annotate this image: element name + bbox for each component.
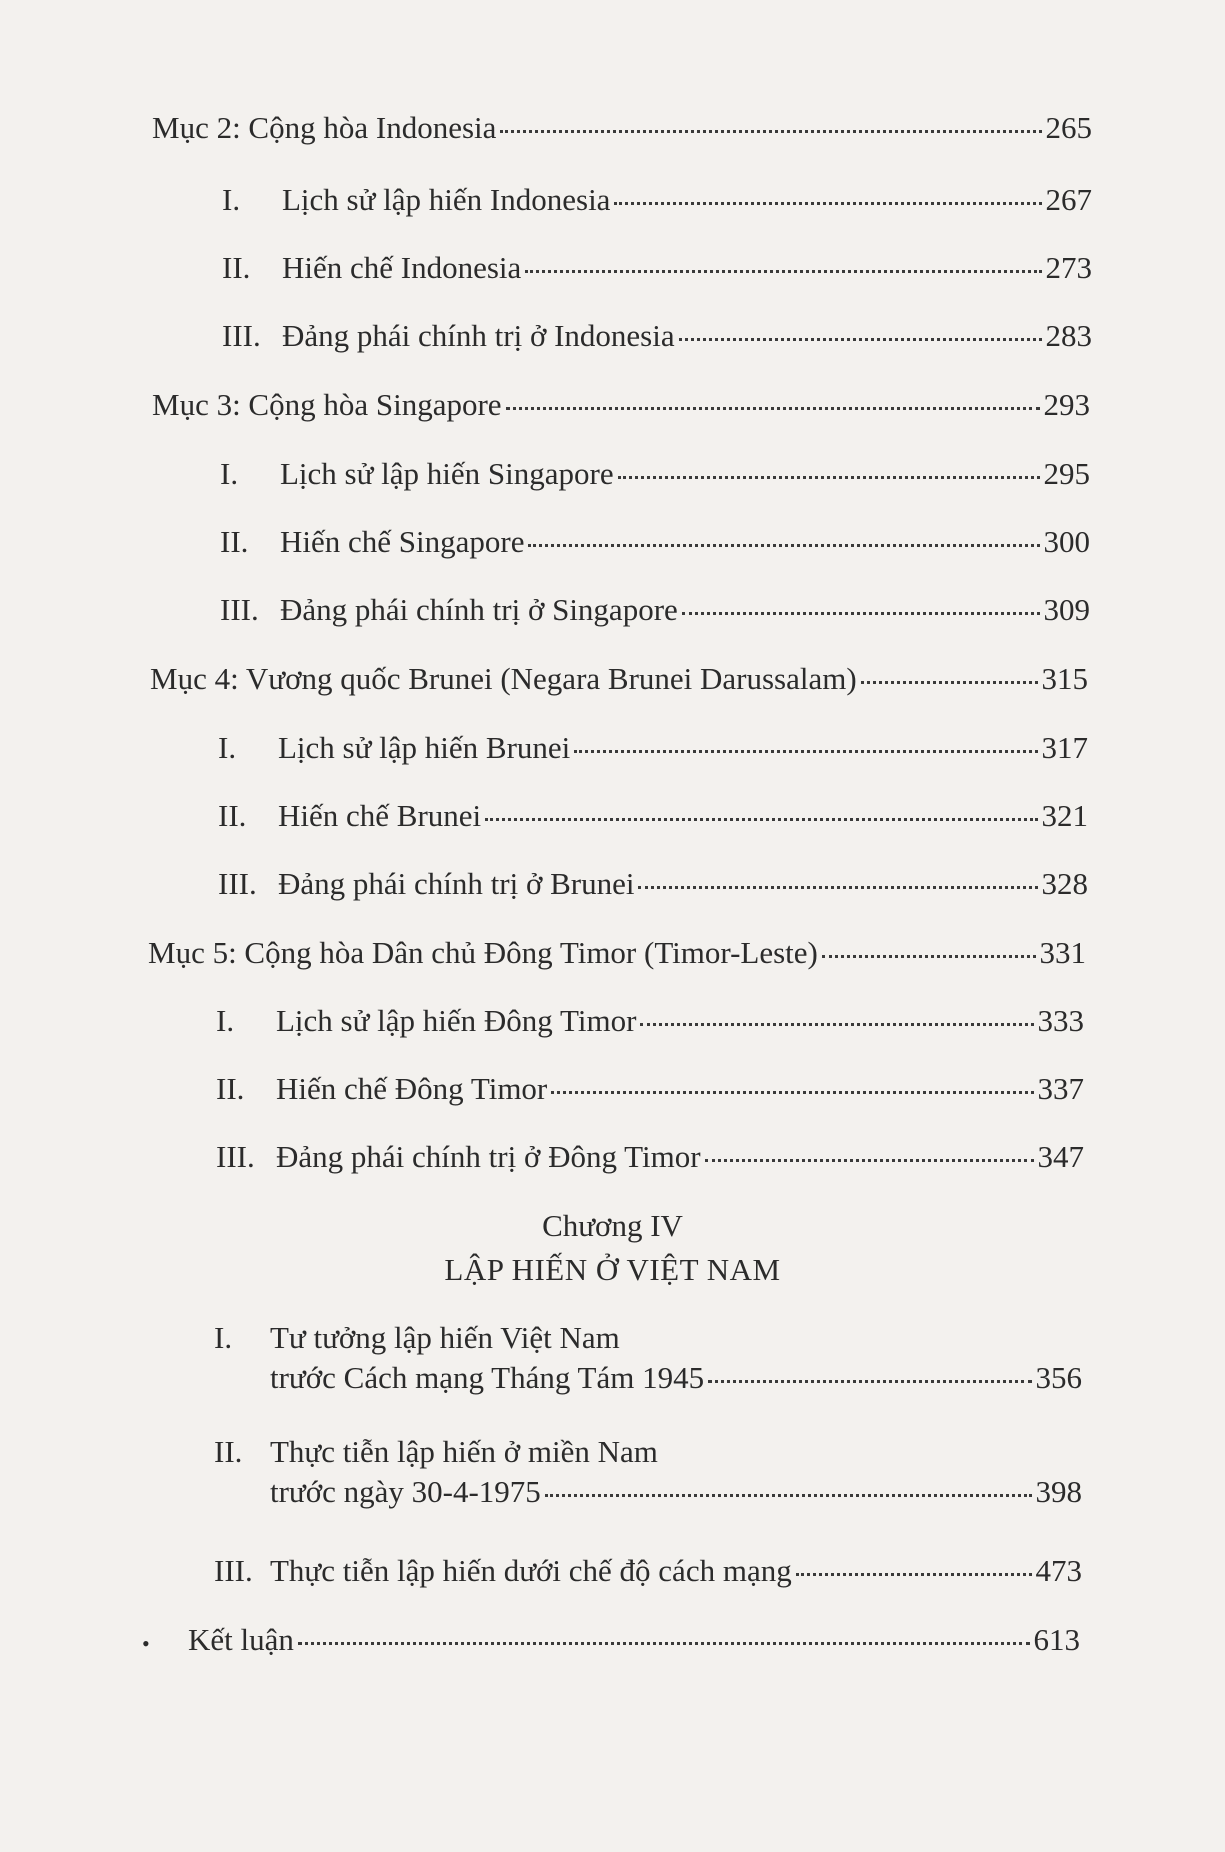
toc-page-number: 398 <box>1035 1474 1082 1509</box>
toc-label: Lịch sử lập hiến Brunei <box>278 730 571 765</box>
toc-entry <box>222 180 1092 220</box>
toc-label: Hiến chế Đông Timor <box>276 1071 548 1106</box>
dot-leader <box>640 1023 1033 1026</box>
toc-section-heading <box>150 659 1088 699</box>
dot-leader <box>614 202 1041 205</box>
toc-entry <box>216 1069 1084 1109</box>
toc-page-number: 328 <box>1041 866 1088 901</box>
toc-label: Đảng phái chính trị ở Brunei <box>278 866 635 901</box>
toc-entry <box>218 864 1088 904</box>
toc-page-number: 295 <box>1043 456 1090 491</box>
bullet-icon: • <box>142 1631 150 1656</box>
toc-entry <box>222 248 1092 288</box>
dot-leader <box>500 130 1041 133</box>
toc-page-number: 347 <box>1037 1139 1084 1174</box>
toc-entry <box>214 1318 1082 1398</box>
dot-leader <box>528 544 1039 547</box>
toc-entry <box>218 796 1088 836</box>
roman-numeral: II. <box>222 250 251 285</box>
dot-leader <box>618 476 1040 479</box>
chapter-title: LẬP HIẾN Ở VIỆT NAM <box>444 1252 781 1287</box>
toc-page-number: 300 <box>1043 524 1090 559</box>
toc-page-number: 331 <box>1039 935 1086 970</box>
toc-page-number: 265 <box>1045 110 1092 145</box>
toc-label: Tư tưởng lập hiến Việt Nam <box>270 1320 620 1355</box>
toc-label: Mục 3: Cộng hòa Singapore <box>152 387 502 422</box>
roman-numeral: III. <box>220 592 259 627</box>
toc-label: Đảng phái chính trị ở Đông Timor <box>276 1139 701 1174</box>
roman-numeral: I. <box>222 182 241 217</box>
toc-page-number: 321 <box>1041 798 1088 833</box>
roman-numeral: II. <box>218 798 247 833</box>
toc-conclusion <box>188 1620 1080 1660</box>
toc-label: Đảng phái chính trị ở Indonesia <box>282 318 675 353</box>
toc-label: Kết luận <box>188 1622 294 1657</box>
roman-numeral: I. <box>218 730 237 765</box>
roman-numeral: II. <box>214 1434 243 1469</box>
chapter-number: Chương IV <box>542 1208 683 1243</box>
dot-leader <box>861 681 1038 684</box>
toc-page-number: 473 <box>1035 1553 1082 1588</box>
toc-label: Thực tiễn lập hiến ở miền Nam <box>270 1434 658 1469</box>
dot-leader <box>796 1573 1032 1576</box>
dot-leader <box>822 955 1036 958</box>
toc-page-number: 315 <box>1041 661 1088 696</box>
toc-label: Lịch sử lập hiến Indonesia <box>282 182 611 217</box>
toc-entry <box>218 728 1088 768</box>
toc-page-number: 273 <box>1045 250 1092 285</box>
roman-numeral: III. <box>214 1553 253 1588</box>
toc-entry <box>214 1551 1082 1591</box>
dot-leader <box>708 1380 1031 1383</box>
roman-numeral: III. <box>216 1139 255 1174</box>
toc-page-number: 613 <box>1033 1622 1080 1657</box>
toc-page-number: 309 <box>1043 592 1090 627</box>
toc-label-continued: trước Cách mạng Tháng Tám 1945 <box>270 1360 705 1395</box>
toc-label: Mục 4: Vương quốc Brunei (Negara Brunei Darussalam) <box>150 661 857 696</box>
toc-page-number: 317 <box>1041 730 1088 765</box>
toc-entry <box>222 316 1092 356</box>
dot-leader <box>298 1642 1030 1645</box>
toc-page-number: 283 <box>1045 318 1092 353</box>
toc-label-continued: trước ngày 30-4-1975 <box>270 1474 541 1509</box>
dot-leader <box>506 407 1040 410</box>
roman-numeral: I. <box>214 1320 233 1355</box>
toc-page-number: 356 <box>1035 1360 1082 1395</box>
toc-label: Đảng phái chính trị ở Singapore <box>280 592 678 627</box>
dot-leader <box>525 270 1041 273</box>
toc-page-number: 267 <box>1045 182 1092 217</box>
toc-label: Lịch sử lập hiến Singapore <box>280 456 614 491</box>
roman-numeral: II. <box>220 524 249 559</box>
toc-entry <box>220 590 1090 630</box>
roman-numeral: I. <box>220 456 239 491</box>
toc-section-heading <box>148 933 1086 973</box>
toc-label: Mục 5: Cộng hòa Dân chủ Đông Timor (Timor-Leste) <box>148 935 818 970</box>
dot-leader <box>682 612 1040 615</box>
dot-leader <box>574 750 1037 753</box>
toc-entry <box>216 1001 1084 1041</box>
toc-section-heading <box>152 108 1092 148</box>
dot-leader <box>705 1159 1034 1162</box>
dot-leader <box>638 886 1037 889</box>
roman-numeral: III. <box>218 866 257 901</box>
toc-page-number: 293 <box>1043 387 1090 422</box>
toc-entry <box>220 454 1090 494</box>
dot-leader <box>679 338 1042 341</box>
toc-entry <box>216 1137 1084 1177</box>
roman-numeral: III. <box>222 318 261 353</box>
roman-numeral: II. <box>216 1071 245 1106</box>
toc-label: Hiến chế Indonesia <box>282 250 522 285</box>
toc-label: Hiến chế Singapore <box>280 524 525 559</box>
dot-leader <box>551 1091 1033 1094</box>
toc-section-heading <box>152 385 1090 425</box>
toc-entry <box>214 1432 1082 1512</box>
toc-page-number: 333 <box>1037 1003 1084 1038</box>
dot-leader <box>545 1494 1032 1497</box>
roman-numeral: I. <box>216 1003 235 1038</box>
dot-leader <box>485 818 1037 821</box>
toc-label: Mục 2: Cộng hòa Indonesia <box>152 110 497 145</box>
toc-label: Thực tiễn lập hiến dưới chế độ cách mạng <box>270 1553 792 1588</box>
toc-label: Lịch sử lập hiến Đông Timor <box>276 1003 637 1038</box>
toc-entry <box>220 522 1090 562</box>
toc-label: Hiến chế Brunei <box>278 798 482 833</box>
toc-page-number: 337 <box>1037 1071 1084 1106</box>
